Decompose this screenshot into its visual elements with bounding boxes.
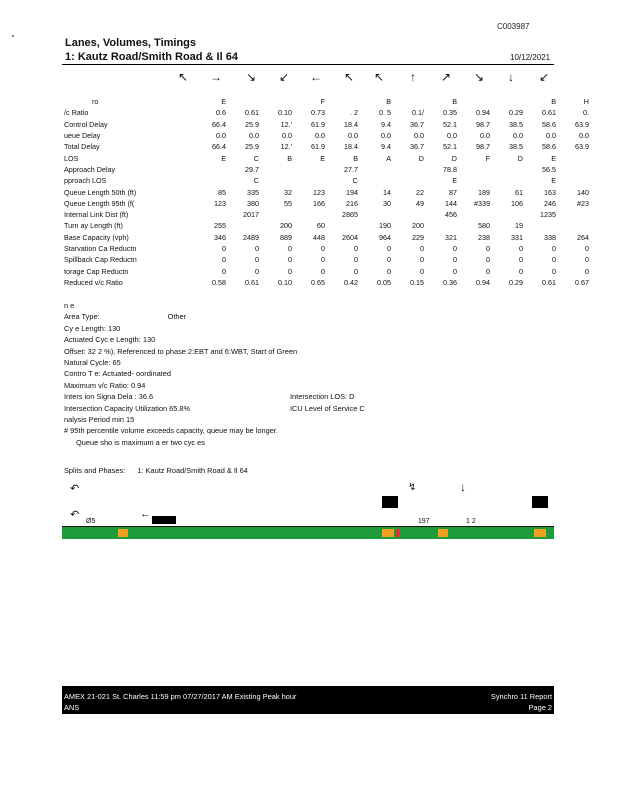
table-cell [359, 164, 392, 175]
table-cell: 0 [288, 255, 292, 265]
table-cell: 12.' [280, 142, 292, 152]
table-cell: 66.4 [212, 142, 226, 152]
table-cell: 448 [313, 232, 325, 242]
table-cell: 0.42 [344, 277, 358, 287]
table-cell: 0.36 [443, 277, 457, 287]
table-cell: 49 [416, 198, 424, 208]
phase-block [152, 516, 176, 524]
report-footer [62, 686, 554, 714]
table-cell: 1235 [540, 210, 556, 220]
splits-heading: Splits and Phases: 1: Kautz Road/Smith Road & Il 64 [64, 466, 248, 475]
table-cell: 2604 [342, 232, 358, 242]
table-cell: E [551, 176, 556, 186]
table-row [64, 175, 590, 186]
left-turn-icon: ↖ [373, 70, 385, 84]
table-cell: 12.' [280, 119, 292, 129]
row-label: Starvation Ca Reductn [64, 244, 137, 253]
table-cell: D [517, 153, 523, 163]
table-cell [260, 209, 293, 220]
table-row [64, 243, 590, 254]
yellow-interval [382, 529, 394, 537]
table-row [64, 119, 590, 130]
table-cell [458, 209, 491, 220]
table-cell: 0 [519, 266, 523, 276]
table-cell: 335 [247, 187, 259, 197]
table-row [64, 130, 590, 141]
table-cell [491, 175, 524, 186]
table-cell: 0 [552, 244, 556, 253]
table-cell: 58.6 [542, 119, 556, 129]
table-cell: 964 [379, 232, 391, 242]
table-cell: 0.73 [311, 108, 325, 118]
row-label: Queue Length 50th (ft) [64, 187, 137, 197]
left-turn-icon: ↖ [177, 70, 189, 84]
table-cell: 106 [511, 198, 523, 208]
table-cell: 63.9 [575, 142, 589, 152]
table-cell: 58.6 [542, 142, 556, 152]
right-turn-icon: ↗ [440, 70, 452, 84]
table-cell: 331 [511, 232, 523, 242]
table-cell: 0. 5 [379, 108, 391, 118]
table-cell: D [418, 153, 424, 163]
table-cell: 0 [486, 266, 490, 276]
table-cell: 61.9 [311, 142, 325, 152]
table-cell: 166 [313, 198, 325, 208]
table-cell [359, 209, 392, 220]
table-cell: 0 [288, 266, 292, 276]
table-cell: 14 [383, 187, 391, 197]
table-cell [458, 175, 491, 186]
table-cell: B [353, 153, 358, 163]
table-cell: 0 [387, 266, 391, 276]
table-cell: 0 [288, 244, 292, 253]
table-cell: 63.9 [575, 119, 589, 129]
table-cell: 55 [284, 198, 292, 208]
right-turn-icon: ↖ [343, 70, 355, 84]
actuated-cycle: Actuated Cyc e Length: 130 [64, 335, 156, 345]
table-cell: 18.4 [344, 119, 358, 129]
table-cell: 0.0 [249, 131, 259, 141]
table-cell: 0 [420, 266, 424, 276]
analysis-period: nalysis Period min 15 [64, 415, 135, 425]
row-label: ueue Delay [64, 131, 101, 141]
intersection-title: 1: Kautz Road/Smith Road & Il 64 [65, 51, 238, 63]
table-cell: 338 [544, 232, 556, 242]
table-cell [392, 175, 425, 186]
phase-left-turn-icon: ↶ [70, 483, 80, 495]
table-cell: 56.5 [542, 164, 556, 174]
table-cell: 9.4 [381, 119, 391, 129]
table-cell: 0.0 [282, 131, 292, 141]
table-row [64, 141, 590, 152]
table-cell: 78.8 [443, 164, 457, 174]
max-vc: Maximum v/c Ratio: 0.94 [64, 380, 146, 390]
table-cell: C [352, 176, 358, 186]
table-cell: 0.10 [278, 277, 292, 287]
yellow-interval [118, 529, 128, 537]
table-cell: 0.61 [245, 108, 259, 118]
table-cell [557, 209, 590, 220]
row-label: Spillback Cap Reductn [64, 255, 137, 265]
table-cell: 238 [478, 232, 490, 242]
row-label: Turn ay Length (ft) [64, 221, 123, 231]
table-cell: 0.0 [579, 131, 589, 141]
row-label: Base Capacity (vph) [64, 232, 129, 242]
table-cell: 200 [412, 221, 424, 231]
table-cell: 25.9 [245, 119, 259, 129]
table-cell [557, 220, 590, 231]
table-cell: 36.7 [410, 142, 424, 152]
table-cell: 0.29 [509, 277, 523, 287]
column-header: H [583, 97, 589, 107]
table-cell: 0.0 [480, 131, 490, 141]
footnote-capacity: # 95th percentile volume exceeds capacity, queue may be longer. [64, 426, 278, 436]
table-cell: 0 [453, 266, 457, 276]
table-cell: 0 [552, 255, 556, 265]
table-cell [194, 175, 227, 186]
table-cell: 0.0 [447, 131, 457, 141]
table-cell: 0.6 [216, 108, 226, 118]
table-cell [293, 209, 326, 220]
report-date: 10/12/2021 [510, 53, 551, 62]
footer-author: ANS [64, 703, 80, 712]
table-cell: 98.7 [476, 142, 490, 152]
table-cell: 0 [354, 255, 358, 265]
footer-report: Synchro 11 Report [490, 692, 552, 701]
table-cell: 36.7 [410, 119, 424, 129]
table-cell: 0 [585, 266, 589, 276]
table-cell: 27.7 [344, 164, 358, 174]
table-cell: 0.0 [348, 131, 358, 141]
phase-block [532, 496, 548, 508]
table-cell [557, 164, 590, 175]
table-cell: 0.35 [443, 108, 457, 118]
through-arrow-icon: ↓ [508, 70, 514, 84]
phase-label: 1 2 [466, 518, 476, 525]
table-cell: 0.67 [575, 277, 589, 287]
table-cell: 0.65 [311, 277, 325, 287]
table-cell: 0.05 [377, 277, 391, 287]
table-cell: 2865 [342, 210, 358, 220]
table-cell: 0 [354, 244, 358, 253]
yellow-interval [534, 529, 546, 537]
table-cell: 255 [214, 221, 226, 231]
column-header [491, 96, 524, 107]
lane-results-table [64, 96, 590, 288]
table-cell: F [485, 153, 490, 163]
row-label: Total Delay [64, 142, 100, 152]
table-cell: 87 [449, 187, 457, 197]
table-cell [425, 220, 458, 231]
table-cell [557, 175, 590, 186]
table-cell: 0 [222, 266, 226, 276]
header-rule [62, 64, 554, 65]
summary-heading: n e [64, 301, 75, 310]
scan-speck [12, 35, 14, 37]
phase-label: 197 [418, 518, 430, 525]
table-cell: 380 [247, 198, 259, 208]
table-cell: . 2 [350, 108, 358, 118]
table-cell: 19 [515, 221, 523, 231]
table-cell [557, 152, 590, 163]
table-cell: 0 [585, 255, 589, 265]
table-cell: 30 [383, 198, 391, 208]
table-cell: 0 [420, 255, 424, 265]
table-cell: E [320, 153, 325, 163]
doc-number: C003987 [497, 22, 530, 31]
table-cell: 346 [214, 232, 226, 242]
table-cell: 0.61 [542, 108, 556, 118]
table-cell [359, 175, 392, 186]
table-cell: E [452, 176, 457, 186]
table-cell: 0.0 [414, 131, 424, 141]
table-cell: 144 [445, 198, 457, 208]
row-label: /c Ratio [64, 108, 89, 118]
table-cell: E [551, 153, 556, 163]
table-cell [293, 164, 326, 175]
table-cell [260, 175, 293, 186]
table-cell: 0 [255, 255, 259, 265]
table-cell [392, 164, 425, 175]
table-row [64, 220, 590, 231]
through-arrow-icon: ← [310, 70, 322, 84]
table-cell: 163 [544, 187, 556, 197]
phase-block [382, 496, 398, 508]
table-cell: D [451, 153, 457, 163]
table-cell: 32 [284, 187, 292, 197]
table-cell: 52.1 [443, 142, 457, 152]
column-header [227, 96, 260, 107]
table-cell: 66.4 [212, 119, 226, 129]
footer-page: Page 2 [528, 703, 552, 712]
table-cell: 0 [420, 244, 424, 253]
header-label: ro [92, 97, 99, 107]
table-cell: C [253, 153, 259, 163]
table-cell [392, 209, 425, 220]
table-cell: 0 [387, 255, 391, 265]
table-cell: 52.1 [443, 119, 457, 129]
right-turn-icon: ↘ [245, 70, 257, 84]
table-cell: 61 [515, 187, 523, 197]
left-turn-icon: ↙ [278, 70, 290, 84]
row-label: Approach Delay [64, 164, 116, 174]
left-turn-icon: ↘ [473, 70, 485, 84]
table-row [64, 164, 590, 175]
icu-row: Intersection Capacity Utilization 65.8% ICU Level of Service C [64, 403, 365, 413]
table-cell [326, 220, 359, 231]
row-label: pproach LOS [64, 176, 107, 186]
column-header: F [320, 97, 325, 107]
table-cell: 0 [519, 244, 523, 253]
table-cell: 0 [387, 244, 391, 253]
table-cell: #339 [474, 198, 490, 208]
table-row [64, 209, 590, 220]
intersection-summary [64, 300, 365, 448]
table-cell: 0. [583, 108, 589, 118]
table-cell: 0 [552, 266, 556, 276]
table-header-row [64, 96, 590, 107]
through-arrow-icon: → [210, 70, 222, 84]
table-cell: 0.94 [476, 277, 490, 287]
phase-southbound-icon: ↓ [460, 480, 466, 494]
table-cell: 0 [354, 266, 358, 276]
table-cell: 0 [321, 255, 325, 265]
row-label: Queue Length 95th (f( [64, 198, 135, 208]
through-arrow-icon: ↑ [410, 70, 416, 84]
natural-cycle: Natural Cycle: 65 [64, 358, 121, 368]
row-label: Reduced v/c Ratio [64, 277, 123, 287]
table-cell: 0 [486, 255, 490, 265]
table-cell: 200 [280, 221, 292, 231]
signal-delay-row: Inters ion Signa Dela : 36.6 Intersection LOS: D [64, 392, 355, 402]
table-cell: 456 [445, 210, 457, 220]
table-cell: 0 [255, 266, 259, 276]
table-cell: 0 [222, 244, 226, 253]
table-cell: 889 [280, 232, 292, 242]
table-cell [194, 164, 227, 175]
table-cell: 29.7 [245, 164, 259, 174]
column-header [458, 96, 491, 107]
table-row [64, 107, 590, 118]
table-cell: 0.0 [546, 131, 556, 141]
table-cell: 2489 [243, 232, 259, 242]
table-cell [524, 220, 557, 231]
table-cell: 0.0 [315, 131, 325, 141]
column-header [392, 96, 425, 107]
offset: Offset: 32 2 %), Referenced to phase 2:EBT and 6:WBT, Start of Green [64, 346, 298, 356]
column-header: B [386, 97, 391, 107]
table-cell: 123 [313, 187, 325, 197]
row-label: torage Cap Reductn [64, 266, 129, 276]
report-title: Lanes, Volumes, Timings [65, 37, 197, 49]
table-cell: 38.5 [509, 142, 523, 152]
table-cell: 0 [321, 244, 325, 253]
table-cell: 246 [544, 198, 556, 208]
area-type-row: Area Type: Other [64, 312, 187, 322]
column-header: E [221, 97, 226, 107]
table-cell: 0.0 [216, 131, 226, 141]
table-row [64, 265, 590, 276]
table-cell: 0 [519, 255, 523, 265]
phase-westbound-icon: ← [140, 508, 151, 520]
table-cell: 321 [445, 232, 457, 242]
table-row [64, 186, 590, 197]
table-cell: 0.1/ [412, 108, 424, 118]
phase-label: Ø5 [86, 518, 96, 525]
table-cell [260, 164, 293, 175]
table-cell: 0.58 [212, 277, 226, 287]
table-cell: 85 [218, 187, 226, 197]
table-cell: 0 [453, 244, 457, 253]
table-cell: 2017 [243, 210, 259, 220]
right-turn-icon: ↙ [538, 70, 550, 84]
table-cell [458, 164, 491, 175]
table-row [64, 254, 590, 265]
phase-ped-icon: ↶ [70, 509, 80, 521]
table-cell: 0.61 [245, 277, 259, 287]
footnote-queue: Queue sho is maximum a er two cyc es [76, 437, 205, 447]
table-cell: 0.29 [509, 108, 523, 118]
table-cell [227, 220, 260, 231]
table-cell: 0.10 [278, 108, 292, 118]
table-cell: 25.9 [245, 142, 259, 152]
table-cell: E [221, 153, 226, 163]
table-cell: 140 [577, 187, 589, 197]
table-cell: A [386, 153, 391, 163]
red-interval [396, 529, 400, 537]
table-cell: 194 [346, 187, 358, 197]
table-cell: 123 [214, 198, 226, 208]
movement-arrows [160, 70, 560, 90]
table-cell: 0.61 [542, 277, 556, 287]
table-cell: 0 [486, 244, 490, 253]
table-cell: 60 [317, 221, 325, 231]
table-cell: 0 [453, 255, 457, 265]
table-cell: B [287, 153, 292, 163]
table-row [64, 152, 590, 163]
table-cell [293, 175, 326, 186]
table-row [64, 277, 590, 288]
row-label: Internal Link Dist (ft) [64, 210, 129, 220]
table-cell: C [253, 176, 259, 186]
table-cell: 580 [478, 221, 490, 231]
table-cell: 0 [255, 244, 259, 253]
table-cell: 18.4 [344, 142, 358, 152]
table-cell: 229 [412, 232, 424, 242]
table-cell: 0.15 [410, 277, 424, 287]
table-cell [491, 164, 524, 175]
table-cell: 0.0 [381, 131, 391, 141]
table-cell: 61.9 [311, 119, 325, 129]
table-cell: #23 [577, 198, 589, 208]
phase-turn-icon: ↯ [408, 482, 417, 493]
table-row [64, 232, 590, 243]
table-cell: 0 [222, 255, 226, 265]
table-cell: 216 [346, 198, 358, 208]
table-cell: 9.4 [381, 142, 391, 152]
column-header: B [452, 97, 457, 107]
table-row [64, 198, 590, 209]
table-cell: 22 [416, 187, 424, 197]
table-cell: 190 [379, 221, 391, 231]
yellow-interval [438, 529, 448, 537]
table-cell: 264 [577, 232, 589, 242]
table-cell [194, 209, 227, 220]
cycle-length: Cy e Length: 130 [64, 323, 121, 333]
footer-project: AMEX 21-021 St. Charles 11:59 pm 07/27/2017 AM Existing Peak hour [64, 692, 297, 701]
column-header [260, 96, 293, 107]
column-header [326, 96, 359, 107]
table-cell: 38.5 [509, 119, 523, 129]
column-header: B [551, 97, 556, 107]
table-cell: 0.94 [476, 108, 490, 118]
table-cell: 0.0 [513, 131, 523, 141]
table-cell: 0 [585, 244, 589, 253]
table-cell: 189 [478, 187, 490, 197]
table-cell: 98.7 [476, 119, 490, 129]
row-label: LOS [64, 153, 79, 163]
control-type: Contro T e: Actuated- oordinated [64, 369, 171, 379]
row-label: Control Delay [64, 119, 108, 129]
table-cell: 0 [321, 266, 325, 276]
phase-timing-bar [62, 526, 554, 539]
table-cell [491, 209, 524, 220]
